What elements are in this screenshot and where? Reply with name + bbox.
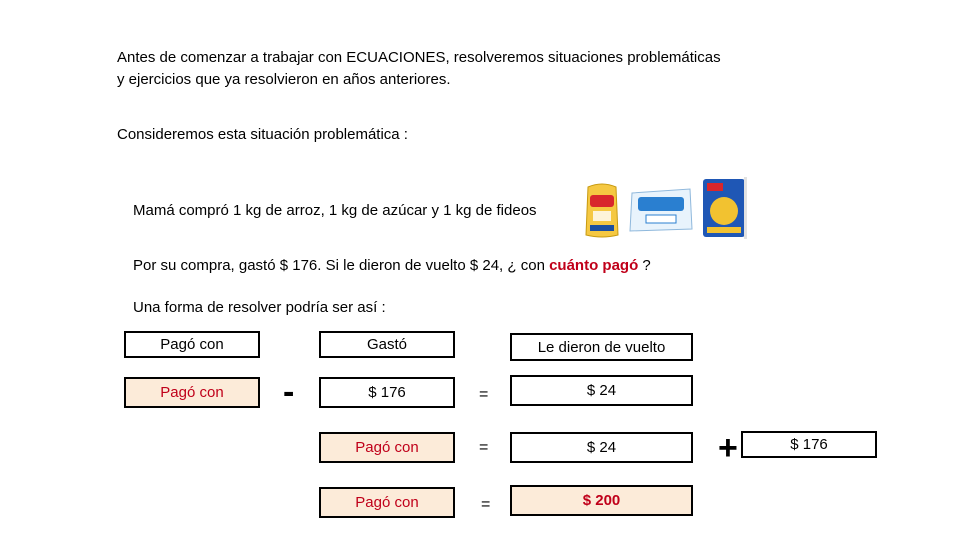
question-end: ? (638, 257, 651, 274)
consider-text: Consideremos esta situación problemática : (117, 126, 408, 143)
arroz-package-icon (584, 181, 620, 239)
question-highlight: cuánto pagó (549, 257, 639, 274)
header-gasto: Gastó (319, 331, 455, 358)
intro-line-1: Antes de comenzar a trabajar con ECUACIONES, resolveremos situaciones problemáticas (117, 49, 721, 66)
row1-gasto: $ 176 (319, 377, 455, 408)
question-start: Por su compra, gastó $ 176. Si le dieron de vuelto $ 24, ¿ con (133, 257, 550, 274)
row2-equals: = (479, 439, 489, 456)
row1-pago-con: Pagó con (124, 377, 260, 408)
row2-gasto: $ 176 (741, 431, 877, 458)
azucar-package-icon (628, 185, 694, 235)
row1-vuelto: $ 24 (510, 375, 693, 406)
row2-pago-con: Pagó con (319, 432, 455, 463)
header-vuelto: Le dieron de vuelto (510, 333, 693, 361)
row3-equals: = (481, 496, 491, 513)
minus-sign: - (283, 373, 295, 411)
purchase-text: Mamá compró 1 kg de arroz, 1 kg de azúcar y 1 kg de fideos (133, 202, 537, 219)
row1-equals: = (479, 386, 489, 403)
fideos-package-icon (701, 177, 747, 239)
intro-line-2: y ejercicios que ya resolvieron en años anteriores. (117, 71, 451, 88)
question-text (133, 256, 651, 275)
row2-vuelto: $ 24 (510, 432, 693, 463)
row3-result: $ 200 (510, 485, 693, 516)
solve-intro-text: Una forma de resolver podría ser así : (133, 299, 386, 316)
plus-sign: + (718, 429, 738, 467)
row3-pago-con: Pagó con (319, 487, 455, 518)
header-pago-con: Pagó con (124, 331, 260, 358)
